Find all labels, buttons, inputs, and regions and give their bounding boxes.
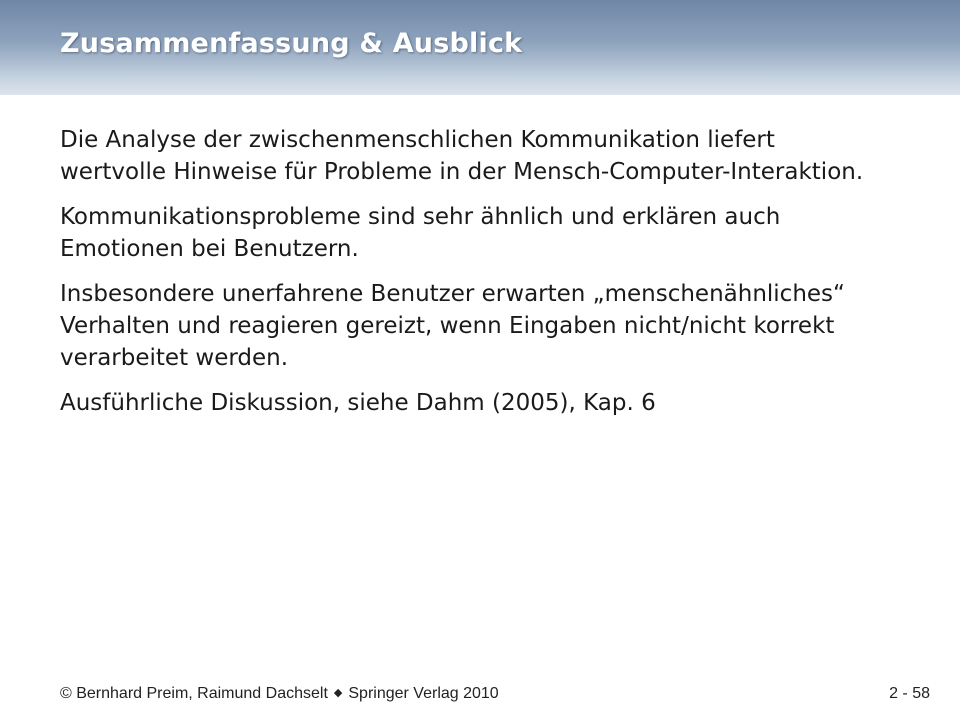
footer-publisher: Springer Verlag 2010 — [348, 685, 499, 702]
footer-credits — [60, 685, 499, 703]
slide-content — [60, 124, 880, 432]
footer-copyright: © Bernhard Preim, Raimund Dachselt — [60, 685, 328, 702]
title-bar — [0, 0, 960, 95]
diamond-separator-icon: ◆ — [333, 687, 343, 699]
paragraph-4: Ausführliche Diskussion, siehe Dahm (2005), Kap. 6 — [60, 390, 656, 416]
paragraph-3: Insbesondere unerfahrene Benutzer erwarten „menschenähnliches“ Verhalten und reagieren gereizt, wenn Eingaben nicht/nicht korrekt verarbeitet werden. — [60, 281, 845, 371]
paragraph-1: Die Analyse der zwischenmenschlichen Kommunikation liefert wertvolle Hinweise für Probleme in der Mensch-Computer-Interaktion. — [60, 127, 864, 185]
paragraph-2: Kommunikationsprobleme sind sehr ähnlich und erklären auch Emotionen bei Benutzern. — [60, 204, 781, 262]
slide-title: Zusammenfassung & Ausblick — [60, 28, 523, 59]
page-number: 2 - 58 — [889, 685, 930, 702]
